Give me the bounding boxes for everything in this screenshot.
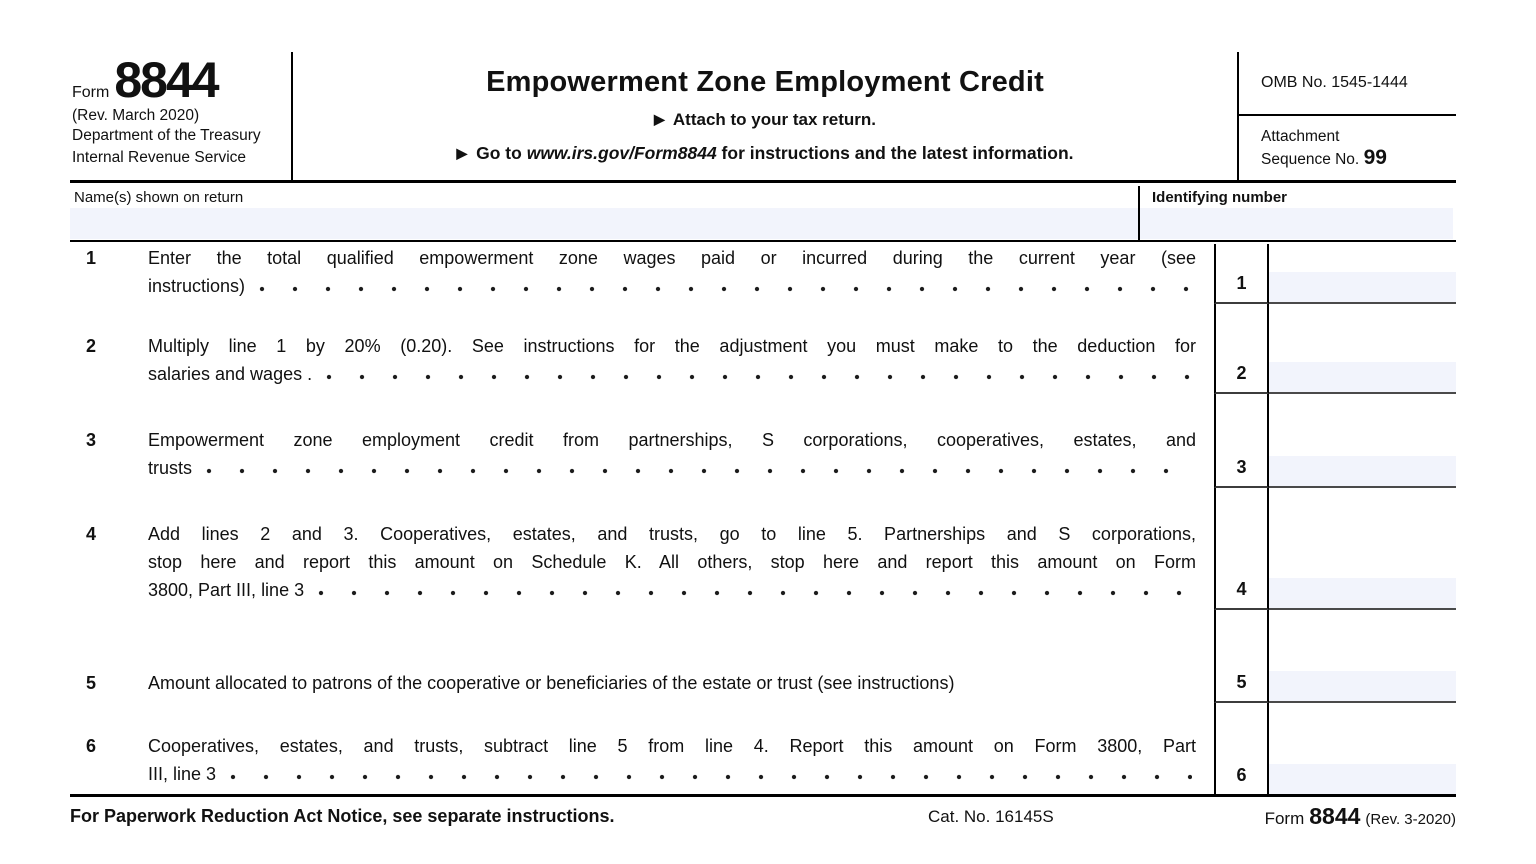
line-1-number: 1: [86, 248, 97, 268]
dot-leader: [230, 771, 1192, 783]
dot-leader: [206, 465, 1192, 477]
catalog-number: Cat. No. 16145S: [928, 807, 1054, 826]
form-header: [70, 52, 1456, 183]
attach-note-text: Attach to your tax return.: [672, 110, 876, 129]
line-2-number: 2: [86, 336, 97, 356]
identifying-number-input[interactable]: [1140, 208, 1453, 239]
line-5-row: [70, 610, 1456, 703]
dot-leader: [318, 587, 1192, 599]
line-4-amount-field[interactable]: [1269, 578, 1456, 608]
line-4-description: Add lines 2 and 3. Cooperatives, estates, and trusts, go to line 5. Partnerships and S corporations, stop here and report this amount on Schedule K. All others, stop here and report this amount on Form 3800, Part III, line 3: [148, 524, 1196, 600]
line-6-box-number: 6: [1214, 703, 1269, 794]
line-4-number: 4: [86, 524, 97, 544]
line-4-box-number: 4: [1214, 488, 1269, 610]
identifying-number-label: Identifying number: [1152, 189, 1287, 206]
line-1-amount-cell: [1269, 244, 1456, 304]
goto-arrow-icon: ▶: [456, 145, 468, 161]
footer-form-word: Form: [1264, 809, 1305, 828]
line-2-description: Multiply line 1 by 20% (0.20). See instructions for the adjustment you must make to the deduction for salaries and wages .: [148, 336, 1196, 384]
line-2-box-number: 2: [1214, 304, 1269, 394]
goto-url-link[interactable]: www.irs.gov/Form8844: [526, 143, 717, 163]
agency-line-1: Department of the Treasury: [72, 127, 261, 144]
line-3-description: Empowerment zone employment credit from partnerships, S corporations, cooperatives, estates, and trusts: [148, 430, 1196, 478]
omb-block: [1237, 52, 1456, 180]
sequence-label: Sequence No.: [1261, 151, 1360, 168]
name-label: Name(s) shown on return: [74, 189, 244, 206]
footer-form-id: [1265, 803, 1456, 830]
line-5-description: Amount allocated to patrons of the cooperative or beneficiaries of the estate or trust (see instructions): [148, 673, 955, 693]
omb-number: OMB No. 1545-1444: [1239, 52, 1456, 116]
attach-note: [293, 110, 1237, 130]
line-1-description: Enter the total qualified empowerment zone wages paid or incurred during the current year (see instructions): [148, 248, 1196, 296]
line-6-number: 6: [86, 736, 97, 756]
line-3-amount-field[interactable]: [1269, 456, 1456, 486]
name-section: [70, 186, 1140, 240]
dot-leader: [326, 371, 1192, 383]
line-1-box-number: 1: [1214, 244, 1269, 304]
line-5-box-number: 5: [1214, 610, 1269, 703]
form-number-line: [72, 52, 285, 108]
line-3-row: [70, 394, 1456, 488]
form-title: Empowerment Zone Employment Credit: [486, 66, 1044, 98]
form-title-block: [293, 52, 1237, 180]
line-4-amount-cell: [1269, 488, 1456, 610]
line-5-text-cell: [70, 610, 1214, 703]
attach-arrow-icon: ▶: [654, 111, 665, 127]
line-6-amount-cell: [1269, 703, 1456, 794]
line-2-amount-field[interactable]: [1269, 362, 1456, 392]
paperwork-notice: For Paperwork Reduction Act Notice, see separate instructions.: [70, 806, 615, 826]
line-6-text-cell: [70, 703, 1214, 794]
line-3-amount-cell: [1269, 394, 1456, 488]
line-2-row: [70, 304, 1456, 394]
line-2-text-cell: [70, 304, 1214, 394]
line-5-amount-cell: [1269, 610, 1456, 703]
line-3-text-cell: [70, 394, 1214, 488]
attachment-sequence: [1239, 116, 1456, 170]
form-revision: (Rev. March 2020): [72, 107, 200, 124]
goto-prefix: Go to: [476, 143, 522, 163]
agency-line-2: Internal Revenue Service: [72, 149, 247, 166]
attachment-label: Attachment: [1261, 128, 1340, 145]
line-6-description: Cooperatives, estates, and trusts, subtract line 5 from line 4. Report this amount on Form 3800, Part III, line 3: [148, 736, 1196, 784]
line-1-row: [70, 244, 1456, 304]
line-1-text-cell: [70, 244, 1214, 304]
line-6-row: [70, 703, 1456, 794]
form-number: 8844: [114, 52, 218, 108]
line-2-amount-cell: [1269, 304, 1456, 394]
line-4-row: [70, 488, 1456, 610]
line-items-table: [70, 244, 1456, 797]
name-input[interactable]: [70, 208, 1138, 239]
identifying-number-section: [1140, 186, 1456, 240]
dot-leader: [259, 283, 1192, 295]
name-identity-row: [70, 186, 1456, 242]
goto-suffix: for instructions and the latest information.: [716, 143, 1074, 163]
line-5-amount-field[interactable]: [1269, 671, 1456, 701]
line-3-box-number: 3: [1214, 394, 1269, 488]
line-1-amount-field[interactable]: [1269, 272, 1456, 302]
goto-note: [293, 143, 1237, 164]
form-footer: [70, 803, 1456, 843]
line-5-number: 5: [86, 673, 97, 693]
line-3-number: 3: [86, 430, 97, 450]
form-word-label: Form: [72, 84, 110, 101]
sequence-number: 99: [1363, 146, 1387, 169]
line-6-amount-field[interactable]: [1269, 764, 1456, 794]
footer-form-number: 8844: [1309, 803, 1361, 829]
form-identity-block: [70, 52, 293, 180]
line-4-text-cell: [70, 488, 1214, 610]
footer-form-revision: (Rev. 3-2020): [1365, 811, 1456, 828]
